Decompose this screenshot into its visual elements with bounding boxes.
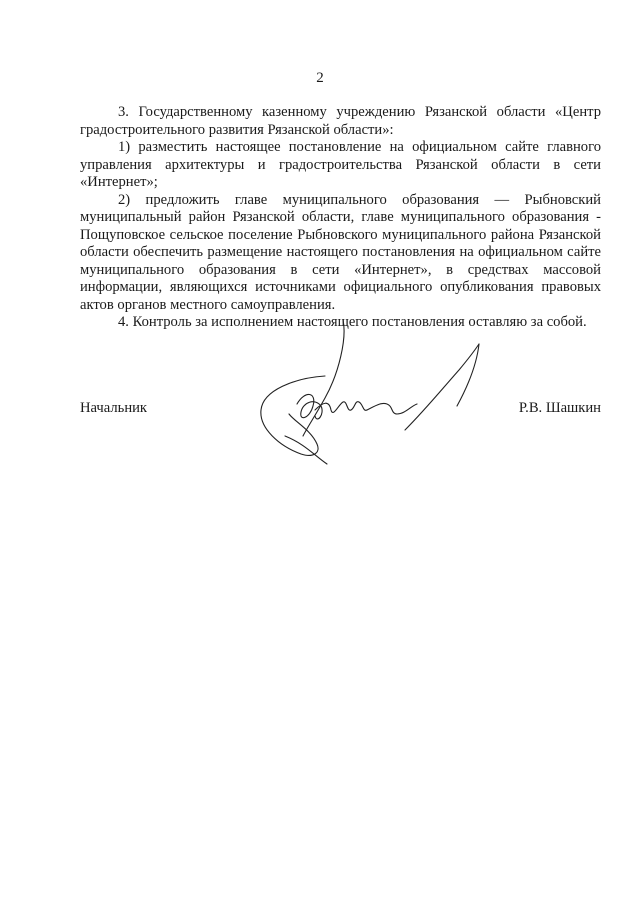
paragraph-item-3: 3. Государственному казенному учреждению Рязанской области «Центр градостроительного развития Рязанской области»: <box>80 104 601 138</box>
page-number: 2 <box>316 70 324 86</box>
document-body <box>80 104 601 332</box>
paragraph-item-4: 4. Контроль за исполнением настоящего постановления оставляю за собой. <box>118 314 587 330</box>
handwritten-signature <box>255 318 495 468</box>
signer-name: Р.В. Шашкин <box>518 400 601 416</box>
paragraph-subitem-1: 1) разместить настоящее постановление на официальном сайте главного управления архитектуры и градостроительства Рязанской области в сети «Интернет»; <box>80 139 601 190</box>
signer-position: Начальник <box>80 400 148 416</box>
paragraph-subitem-2: 2) предложить главе муниципального образования — Рыбновский муниципальный район Рязанской области, главе муниципального образования - Пощуповское сельское поселение Рыбновского муниципального района Рязанской области обеспечить размещение настоящего постановления на официальном сайте муниципального образования в сети «Интернет», в средствах массовой информации, являющихся источниками официального опубликования правовых актов органов местного самоуправления. <box>80 191 601 313</box>
